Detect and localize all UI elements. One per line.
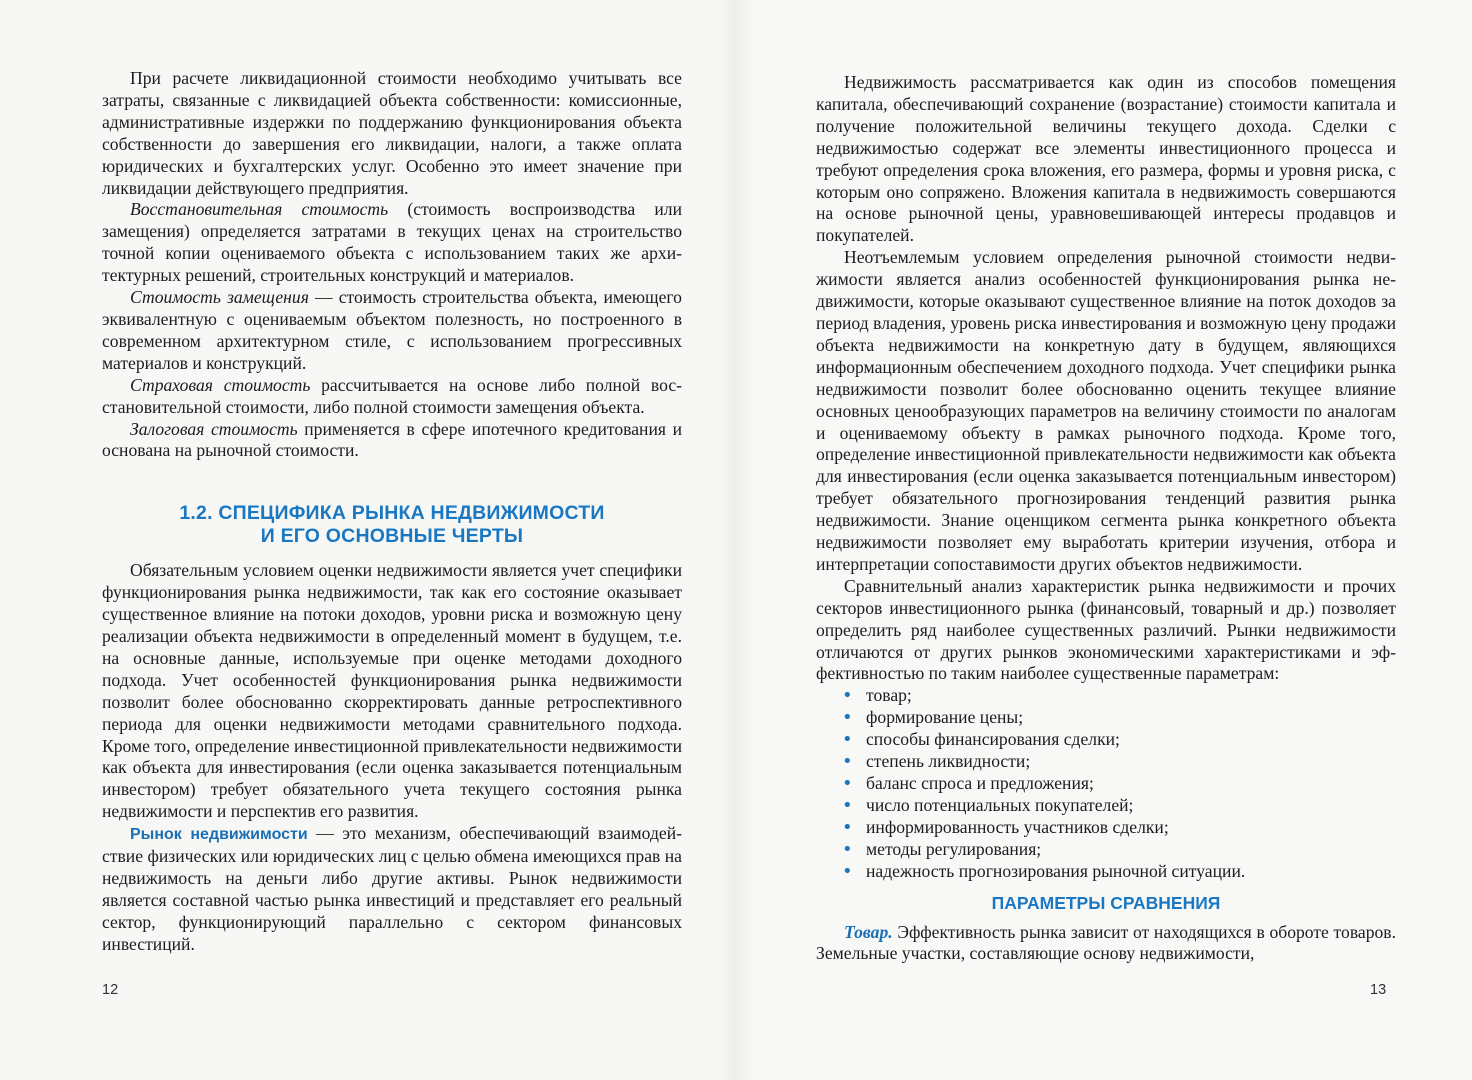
restoration-value-text: (стоимость воспроизводства или замещения) определяется затратами в текущих ценах на строительство точной копии оцениваемого объекта с использованием таких же архитектурных решений, строительных конструкций и материалов. [102, 199, 682, 286]
term-real-estate-market: Рынок недвижимости [130, 826, 308, 844]
term-goods: Товар. [844, 921, 893, 942]
paragraph-comparative-analysis: Сравнительный анализ характеристик рынка недвижимости и прочих секторов инвестиционного рынка (финансовый, товарный и др.) позволяет определить ряд наиболее существенных различий. Рынки недвижимости отличаются от других рынков экономическими характеристиками и эффективностью по таким наиболее существенные параметрам: [816, 575, 1396, 684]
bullet-icon: • [842, 773, 853, 794]
bullet-icon: • [842, 860, 853, 882]
bullet-icon: • [842, 816, 853, 838]
paragraph-restoration-value [102, 199, 682, 287]
bullet-icon: • [842, 729, 853, 751]
term-replacement-cost: Стоимость замещения [130, 287, 309, 308]
real-estate-market-text: — это механизм, обеспечивающий взаимодействие физических или юридических лиц с целью обмена имеющихся прав на недвижимость на деньги либо другие активы. Рынок недвижимости является составной частью рынка инвестиций и представляет его реальный сектор, функционирующий параллельно с сектором финансовых инвестиций. [102, 823, 682, 954]
page-number-left: 12 [102, 982, 119, 998]
term-insurance-value: Страховая стоимость [130, 374, 311, 395]
list-item: • методы регулирования; [842, 838, 1042, 860]
right-page [736, 0, 1472, 1080]
paragraph-insurance-value [102, 375, 682, 419]
bullet-icon: • [842, 838, 853, 860]
paragraph-integral-condition: Неотъемлемым условием определения рыночной стоимости недвижимости является анализ особенностей функционирования рынка недвижимости, которые оказывают существенное влияние на поток доходов за период владения, уровень риска инвестирования и возможную цену продажи объекта недвижимости на конкретную дату в будущем, являющихся информационным обеспечением доходного подхода. Учет специфики рынка недвижимости позволит более обоснованно оценить текущее влияние основных ценообразующих параметров на величину стоимости по аналогам и оцениваемому объекту в рамках рыночного подхода. Кроме того, определение инвестиционной привлекательности недвижимости как объекта для инвестирования (если оценка заказывается потенциальным инвестором) требует обязательного прогнозирования тенденций развития рынка недвижимости. Знание оценщиком сегмента рынка конкретного объекта недвижимости позволяет ему выработать критерии изучения, отбора и интерпретации сопоставимости других объектов недвижимости. [816, 247, 1396, 574]
list-item: • надежность прогнозирования рыночной ситуации. [842, 860, 1246, 882]
bullet-icon: • [842, 794, 853, 816]
term-restoration-value: Восстановительная стоимость [130, 199, 389, 220]
paragraph-liquidation: При расчете ликвидационной стоимости необходимо учитывать все затраты, связанные с ликвидацией объекта собственности: комиссионные, административные издержки по поддержанию функционирования объекта собственности до завершения его ликвидации, налоги, а также оплата юридических и бухгалтерских услуг. Особенно это имеет значение при ликвидации действующего предприятия. [102, 68, 682, 198]
section-heading-line2: И ЕГО ОСНОВНЫЕ ЧЕРТЫ [260, 525, 524, 548]
list-item: • способы финансирования сделки; [842, 729, 1120, 751]
bullet-icon: • [842, 685, 853, 707]
left-text-column [102, 68, 682, 956]
list-item: • товар; [842, 685, 912, 707]
page-number-right: 13 [1370, 982, 1387, 998]
list-item: • баланс спроса и предложения; [842, 773, 1094, 794]
book-gutter-shadow [718, 0, 754, 1080]
paragraph-collateral-value [102, 419, 682, 463]
paragraph-real-estate-market [102, 823, 682, 955]
replacement-cost-text: — стоимость строительства объекта, имеющего эквивалентную с оцениваемым объектом полезность, но построенного в современном архитектурном стиле, с использованием прогрессивных материалов и конструкций. [102, 287, 682, 373]
bullet-icon: • [842, 707, 853, 729]
goods-text: Эффективность рынка зависит от находящихся в обороте товаров. Земельные участки, составляющие основу недвижимости, [816, 921, 1396, 964]
paragraph-replacement-cost [102, 287, 682, 375]
paragraph-mandatory-condition: Обязательным условием оценки недвижимости является учет специфики функционирования рынка недвижимости, так как его состояние оказывает существенное влияние на потоки доходов, уровни риска и возможную цену реализации объекта недвижимости в определенный момент в будущем, т.е. на основные данные, используемые при оценке методами доходного подхода. Учет особенностей функционирования рынка недвижимости позволит более обоснованно скорректировать данные ретроспективного периода для оценки недвижимости методами сравнительного подхода. Кроме того, определение инвестиционной привлекательности недвижимости как объекта для инвестирования (если оценка заказывается потенциальным инвестором) требует обязательного учета текущего состояния рынка недвижимости и перспектив его развития. [102, 560, 682, 822]
paragraph-property-capital: Недвижимость рассматривается как один из способов помещения капитала, обеспечивающий сохранение (возрастание) стоимости капитала и получение положительной величины текущего дохода. Сделки с недвижимостью содержат все элементы инвестиционного процесса и требуют определения срока вложения, его размера, формы и уровня риска, с которым оно сопряжено. Вложения капитала в недвижимость совершаются на основе рыночной цены, уравновешивающей интересы продавцов и покупателей. [816, 72, 1396, 246]
section-heading [102, 502, 682, 548]
list-item: • формирование цены; [842, 707, 1024, 729]
parameters-list [816, 685, 1396, 882]
right-text-column [816, 72, 1396, 965]
list-item: • информированность участников сделки; [842, 816, 1169, 838]
insurance-value-text: рассчитывается на основе либо полной восстановительной стоимости, либо полной стоимости замещения объекта. [102, 374, 683, 417]
list-item: • число потенциальных покупателей; [842, 794, 1134, 816]
list-item: • степень ликвидности; [842, 751, 1031, 773]
term-collateral-value: Залоговая стоимость [130, 418, 298, 439]
subheading-comparison-parameters: ПАРАМЕТРЫ СРАВНЕНИЯ [991, 892, 1221, 913]
bullet-icon: • [842, 751, 853, 773]
collateral-value-text: применяется в сфере ипотечного кредитования и основана на рыночной стоимости. [102, 418, 682, 461]
paragraph-goods [816, 922, 1396, 966]
section-heading-line1: 1.2. СПЕЦИФИКА РЫНКА НЕДВИЖИМОСТИ [179, 502, 605, 525]
